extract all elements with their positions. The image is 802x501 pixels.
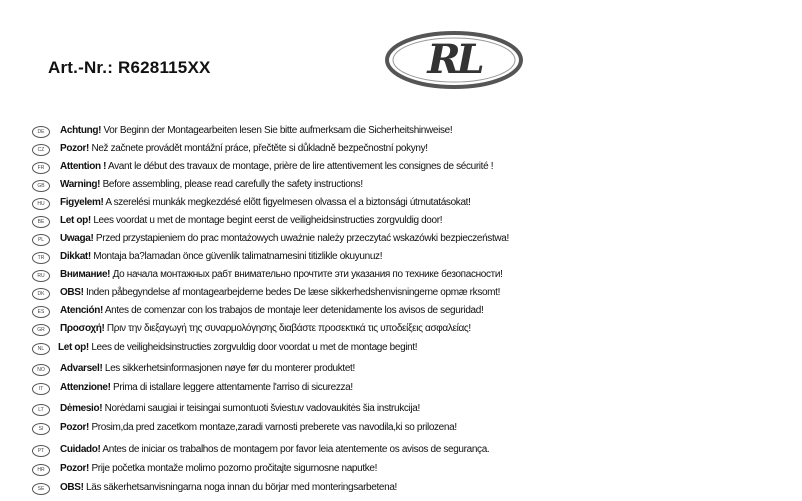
warning-keyword: Attention ! (60, 161, 107, 172)
warning-text (60, 402, 420, 416)
language-badge: FR (32, 162, 50, 174)
language-badge: SI (32, 423, 50, 435)
warning-message: Prije početka montaže molimo pozorno pročitajte sigurnosne naputke! (89, 463, 378, 474)
language-badge: TR (32, 252, 50, 264)
warning-text (60, 286, 500, 300)
warning-message: До начала монтажных рабт внимательно прочтите эти указания по технике безопасности! (110, 269, 503, 280)
warning-keyword: Προσοχή! (60, 323, 105, 334)
language-badge: HU (32, 198, 50, 210)
warning-keyword: Attenzione! (60, 382, 111, 393)
language-badge: DE (32, 126, 50, 138)
language-badge: PT (32, 445, 50, 457)
warning-message: Prosim,da pred zacetkom montaze,zaradi varnosti preberete vas navodila,ki so prilozena! (89, 422, 457, 433)
warning-message: Prima di istallare leggere attentamente l'arriso di sicurezza! (110, 382, 353, 393)
warning-text (60, 178, 363, 192)
warning-keyword: Let op! (58, 342, 89, 353)
warning-text (60, 421, 457, 435)
language-badge: HR (32, 464, 50, 476)
logo-text: RL (427, 36, 481, 83)
article-number: Art.-Nr.: R628115XX (48, 58, 211, 77)
warning-keyword: OBS! (60, 287, 84, 298)
warning-text (60, 381, 353, 395)
warning-message: Przed przystapieniem do prac montażowych uważnie należy przeczytać wskazówki bezpieczeństwa! (93, 233, 509, 244)
language-badge: GR (32, 324, 50, 336)
language-badge: NL (32, 343, 50, 355)
warning-text (60, 142, 428, 156)
warning-message: Läs säkerhetsanvisningarna noga innan du börjar med monteringsarbetena! (83, 482, 397, 493)
warning-keyword: Внимание! (60, 269, 111, 280)
warning-message: Vor Beginn der Montagearbeiten lesen Sie bitte aufmerksam die Sicherheitshinweise! (101, 125, 453, 136)
warning-keyword: OBS! (60, 482, 84, 493)
warning-keyword: Dikkat! (60, 251, 91, 262)
warning-text (60, 196, 471, 210)
warning-text (60, 322, 471, 336)
language-badge: NO (32, 364, 50, 376)
language-badge: RU (32, 270, 50, 282)
language-badge: LT (32, 404, 50, 416)
warning-message: Antes de iniciar os trabalhos de montagem por favor leia atentemente os avisos de segurança. (100, 444, 490, 455)
language-badge: SE (32, 483, 50, 495)
warning-text (60, 268, 503, 282)
language-badge: GB (32, 180, 50, 192)
warning-text (60, 160, 493, 174)
language-badge: IT (32, 383, 50, 395)
warning-keyword: Pozor! (60, 143, 90, 154)
warning-message: Πριν την διεξαγωγή της συναρμολόγησης διαβάστε προσεκτικά τις υποδείξεις ασφαλείας! (104, 323, 471, 334)
warning-text (60, 214, 442, 228)
language-badge: ES (32, 306, 50, 318)
warning-text (60, 124, 452, 138)
language-badge: DK (32, 288, 50, 300)
warning-message: Avant le début des travaux de montage, prière de lire attentivement les consignes de sécurité ! (106, 161, 494, 172)
language-badge: BE (32, 216, 50, 228)
language-badge: PL (32, 234, 50, 246)
warning-keyword: Achtung! (60, 125, 102, 136)
warning-message: Antes de comenzar con los trabajos de montaje leer detenidamente los avisos de seguridad! (102, 305, 484, 316)
warning-text (60, 481, 397, 495)
warning-text (60, 232, 509, 246)
warning-keyword: Pozor! (60, 463, 90, 474)
warning-keyword: Figyelem! (60, 197, 104, 208)
warning-text (60, 304, 483, 318)
warning-message: Lees de veiligheidsinstructies zorgvuldig door voordat u met de montage begint! (88, 342, 418, 353)
warning-message: Norėdami saugiai ir teisingai sumontuoti šviestuv vadovaukitės šia instrukcija! (102, 403, 420, 414)
warning-keyword: Atención! (60, 305, 103, 316)
language-badge: CZ (32, 144, 50, 156)
warning-keyword: Advarsel! (60, 363, 103, 374)
warning-keyword: Uwaga! (60, 233, 94, 244)
warning-text (60, 250, 382, 264)
warning-keyword: Warning! (60, 179, 101, 190)
warning-text (60, 443, 489, 457)
warning-text (58, 341, 417, 355)
warning-text (60, 462, 377, 476)
warning-keyword: Pozor! (60, 422, 90, 433)
warning-message: A szerelési munkák megkezdésé elõtt figyelmesen olvassa el a biztonsági útmutatásokat! (103, 197, 471, 208)
warning-keyword: Let op! (60, 215, 91, 226)
warning-keyword: Dėmesio! (60, 403, 103, 414)
warning-keyword: Cuidado! (60, 444, 101, 455)
warning-message: Before assembling, please read carefully the safety instructions! (100, 179, 363, 190)
warning-message: Inden påbegyndelse af montagearbejderne bedes De læse sikkerhedshenvisningerne opmæ rksomt! (83, 287, 501, 298)
warning-message: Lees voordat u met de montage begint eerst de veiligheidsinstructies zorgvuldig door! (90, 215, 443, 226)
warning-text (60, 362, 355, 376)
warning-message: Montaja ba?lamadan önce güvenlik talimatnamesini titizlikle okuyunuz! (90, 251, 383, 262)
warning-message: Les sikkerhetsinformasjonen nøye før du monterer produktet! (102, 363, 355, 374)
warning-message: Než začnete provádět montážní práce, přečtěte si důkladně bezpečnostní pokyny! (89, 143, 428, 154)
